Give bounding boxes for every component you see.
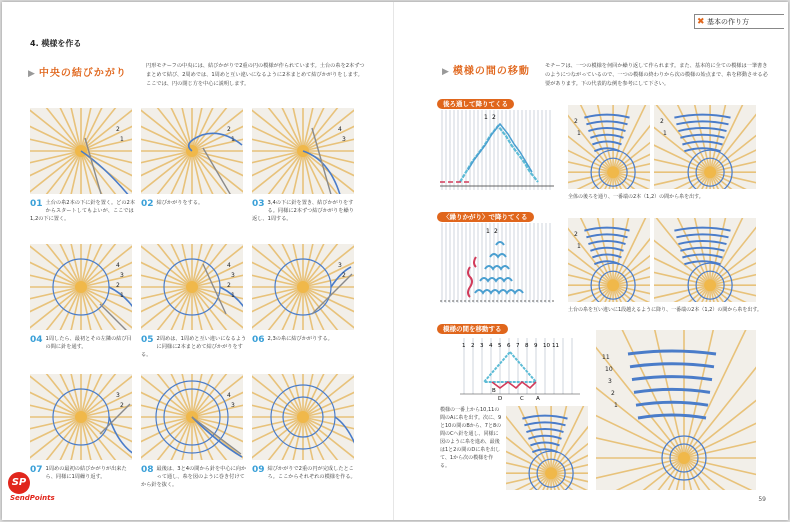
- step-photo-3: [252, 108, 354, 194]
- photo-label: 3: [231, 272, 235, 279]
- sendpoints-logo-text: SendPoints: [10, 494, 55, 502]
- grid-letter: D: [498, 396, 503, 400]
- photo-label: 2: [574, 117, 578, 125]
- grid-letter: B: [492, 388, 496, 394]
- step-caption-7: [30, 465, 136, 481]
- step-text: 最後は、3と4の間から針を中心に向かって通し、糸を図のように巻き付けてから針を抜く。: [141, 466, 247, 488]
- step-number: 03: [252, 199, 265, 209]
- grid-number: 2: [471, 343, 475, 349]
- photo-label: 11: [602, 354, 610, 361]
- grid-number: 5: [498, 343, 502, 349]
- step-number: 04: [30, 335, 43, 345]
- photo-label: 10: [605, 366, 613, 373]
- right-intro-text: モチーフは、一つの模様を何回か繰り返して作られます。また、基本的に全ての模様は一筆書きのようにつながっているので、一つの模様の終わりから次の模様の始点まで、糸を移動させる必要があります。下の代表的な例を参考にして下さい。: [545, 63, 768, 87]
- step-text: 3,4の下に針を置き、結びかがりをする。同様に2本ずつ結びかがりを繰り返し、1周する。: [252, 200, 354, 222]
- photo-label: 2: [574, 230, 578, 238]
- photo-label: 1: [120, 292, 124, 299]
- diagram-overcast-down: [440, 223, 554, 309]
- right-photo-3: [568, 218, 650, 302]
- photo-label: 1: [577, 129, 581, 137]
- grid-number: 11: [552, 343, 559, 349]
- step-number: 02: [141, 199, 154, 209]
- caption-overcast-down: 土台の糸を互い違いに1段越えるように降り、一番端の2本（1,2）の間から糸を出す。: [568, 307, 762, 313]
- step-text: 結びかがりで2重の円が完成したところ。ここからそれぞれの模様を作る。: [267, 466, 356, 480]
- step-number: 08: [141, 465, 154, 475]
- grid-number: 10: [543, 343, 550, 349]
- step-caption-4: [30, 335, 136, 351]
- photo-label: 2: [116, 126, 120, 133]
- caption-move-between: 模様の一番上から10,11の間のAに糸を出す。次に、9と10の間のBから、7と8の間のCへ針を通し、同様に図のように糸を進め、最後は1と2の間のDに糸を出して、1から次の模様を作る。: [440, 407, 502, 469]
- step-text: 2,3の糸に結びかがりする。: [267, 336, 333, 342]
- step-caption-1: [30, 199, 136, 223]
- chapter-tab: [694, 14, 784, 29]
- step-text: 2周めは、1周めと互い違いになるように同様に2本まとめて結びかがりをする。: [141, 336, 247, 358]
- right-photo-2: [654, 105, 756, 189]
- left-title-text: 中央の結びかがり: [38, 68, 127, 79]
- right-title-text: 模様の間の移動: [452, 66, 530, 77]
- photo-label: 4: [227, 392, 231, 399]
- photo-label: 1: [663, 129, 667, 137]
- photo-label: 2: [611, 390, 615, 397]
- grid-letter: A: [536, 396, 540, 400]
- grid-number: 8: [525, 343, 529, 349]
- step-photo-6: [252, 244, 354, 330]
- photo-label: 1: [231, 136, 235, 143]
- photo-label: 3: [338, 262, 342, 269]
- page-gutter: [393, 2, 394, 520]
- step-number: 05: [141, 335, 154, 345]
- photo-label: 4: [116, 262, 120, 269]
- section-heading: 4. 模様を作る: [30, 39, 82, 48]
- step-photo-2: [141, 108, 243, 194]
- chapter-tab-label: 基本の作り方: [707, 18, 749, 26]
- photo-label: 2: [120, 402, 124, 409]
- grid-number: 4: [489, 343, 493, 349]
- step-photo-8: [141, 374, 243, 460]
- right-photo-1: [568, 105, 650, 189]
- left-page-title: [28, 64, 127, 79]
- diagram-back-through: [440, 110, 554, 196]
- step-number: 01: [30, 199, 43, 209]
- photo-label: 3: [120, 272, 124, 279]
- grid-letter: C: [520, 396, 524, 400]
- step-text: 1周めの最初の結びかがりが出来たら、同様に1周繰り返す。: [45, 466, 127, 480]
- photo-label: 1: [120, 136, 124, 143]
- step-caption-9: [252, 465, 358, 481]
- grid-number: 7: [516, 343, 520, 349]
- step-photo-9: [252, 374, 354, 460]
- cross-stitch-icon: ✖: [697, 17, 705, 27]
- pill-overcast-down: 〈繰りかがり〉で降りてくる: [437, 212, 534, 222]
- left-intro-text: 円形モチーフの中央には、結びかがりで2重の円の模様が作られています。土台の糸を2本ずつまとめて結び、2周めでは、1周めと互い違いになるように2本まとめて結びかがりをします。ここでは、円の閉じ方を中心に説明します。: [146, 63, 365, 87]
- step-photo-4: [30, 244, 132, 330]
- photo-label: 2: [227, 282, 231, 289]
- right-photo-5: [506, 406, 588, 490]
- photo-label: 2: [660, 117, 664, 125]
- photo-label: 4: [227, 262, 231, 269]
- caption-back-through: 全体の後ろを通り、一番端の2本（1,2）の間から糸を出す。: [568, 194, 704, 200]
- photo-label: 2: [342, 272, 346, 279]
- grid-number: 3: [480, 343, 484, 349]
- diag2-label-1: 1: [486, 228, 490, 235]
- step-text: 土台の糸2本の下に針を置く。どの2本からスタートしてもよいが、ここでは1,2の下に置く。: [30, 200, 136, 222]
- step-photo-1: [30, 108, 132, 194]
- step-caption-8: [141, 465, 247, 489]
- step-caption-2: [141, 199, 247, 209]
- step-number: 09: [252, 465, 265, 475]
- grid-number: 1: [462, 343, 466, 349]
- step-caption-3: [252, 199, 358, 223]
- photo-label: 1: [577, 242, 581, 250]
- step-photo-5: [141, 244, 243, 330]
- photo-label: 3: [608, 378, 612, 385]
- step-text: 結びかがりをする。: [156, 200, 204, 206]
- diag1-label-2: 2: [492, 114, 496, 121]
- pill-move-between: 模様の間を移動する: [437, 324, 508, 334]
- step-caption-5: [141, 335, 247, 359]
- photo-label: 4: [338, 126, 342, 133]
- step-number: 06: [252, 335, 265, 345]
- step-number: 07: [30, 465, 43, 475]
- photo-label: 3: [116, 392, 120, 399]
- photo-label: 2: [116, 282, 120, 289]
- diagram-move-between: [440, 338, 580, 400]
- triangle-icon: ▶: [442, 67, 450, 77]
- photo-label: 1: [231, 292, 235, 299]
- right-photo-4: [654, 218, 756, 302]
- page-number: 59: [758, 496, 766, 503]
- photo-label: 2: [227, 126, 231, 133]
- pill-back-through: 後ろ通して降りてくる: [437, 99, 514, 109]
- grid-number: 6: [507, 343, 511, 349]
- right-photo-6: [596, 330, 756, 490]
- photo-label: 3: [231, 402, 235, 409]
- step-photo-7: [30, 374, 132, 460]
- diag2-label-2: 2: [494, 228, 498, 235]
- grid-number: 9: [534, 343, 538, 349]
- photo-label: 1: [614, 402, 618, 409]
- triangle-icon: ▶: [28, 69, 36, 79]
- right-page-title: [442, 62, 530, 77]
- photo-label: 3: [342, 136, 346, 143]
- step-text: 1周したら、最初とその左隣の結び目の間に針を通す。: [45, 336, 132, 350]
- step-caption-6: [252, 335, 358, 345]
- diag1-label-1: 1: [484, 114, 488, 121]
- sendpoints-logo-icon: SP: [8, 472, 30, 494]
